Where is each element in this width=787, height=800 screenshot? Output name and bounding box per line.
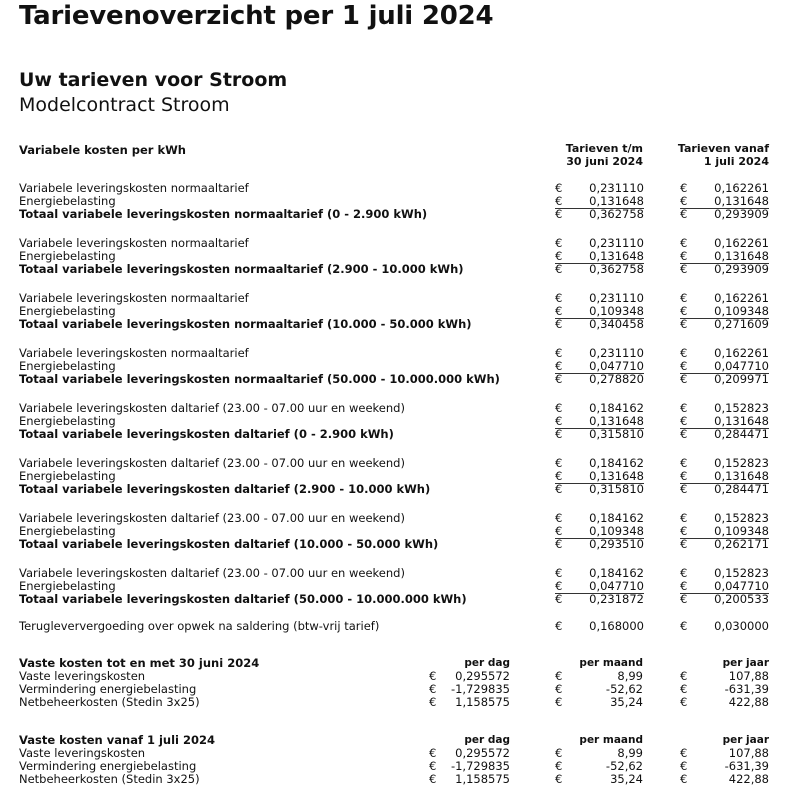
per-day-value	[429, 773, 510, 786]
row-label: Variabele leveringskosten daltarief (23.00 - 07.00 uur en weekend)	[19, 511, 405, 525]
value: 0,047710	[589, 359, 644, 373]
fixed-costs-title: Vaste kosten vanaf 1 juli 2024	[19, 733, 215, 747]
euro-icon: €	[680, 695, 688, 709]
value-until-30-june	[555, 483, 644, 496]
fixed-cost-row	[0, 773, 787, 786]
value: 0,231110	[589, 346, 644, 360]
row-label: Terugleververgoeding over opwek na saldering (btw-vrij tarief)	[19, 619, 380, 633]
row-label: Totaal variabele leveringskosten daltarief (0 - 2.900 kWh)	[19, 427, 394, 441]
column-header-from-1-july	[649, 142, 769, 168]
value: 0,162261	[714, 181, 769, 195]
euro-icon: €	[555, 619, 563, 633]
value: 0,284471	[714, 427, 769, 441]
euro-icon: €	[680, 456, 688, 470]
total-row	[0, 483, 787, 496]
variable-costs-heading: Variabele kosten per kWh	[19, 143, 186, 157]
euro-icon: €	[680, 592, 688, 606]
value: 0,131648	[589, 414, 644, 428]
value-until-30-june	[555, 208, 644, 221]
value: 0,131648	[714, 414, 769, 428]
row-label: Totaal variabele leveringskosten daltarief (10.000 - 50.000 kWh)	[19, 537, 439, 551]
row-label: Totaal variabele leveringskosten normaaltarief (50.000 - 10.000.000 kWh)	[19, 372, 500, 386]
euro-icon: €	[680, 359, 688, 373]
euro-icon: €	[680, 262, 688, 276]
tariff-group	[0, 182, 787, 221]
euro-icon: €	[555, 249, 563, 263]
euro-icon: €	[680, 249, 688, 263]
euro-icon: €	[555, 401, 563, 415]
value-from-1-july	[680, 373, 769, 386]
value: 0,315810	[589, 482, 644, 496]
euro-icon: €	[680, 746, 688, 760]
euro-icon: €	[555, 579, 563, 593]
value: 0,293909	[714, 207, 769, 221]
fixed-cost-row	[0, 696, 787, 709]
euro-icon: €	[680, 669, 688, 683]
euro-icon: €	[429, 759, 437, 773]
row-label: Variabele leveringskosten daltarief (23.00 - 07.00 uur en weekend)	[19, 566, 405, 580]
row-label: Variabele leveringskosten normaaltarief	[19, 236, 249, 250]
value-until-30-june	[555, 620, 644, 633]
euro-icon: €	[429, 746, 437, 760]
row-label: Netbeheerkosten (Stedin 3x25)	[19, 695, 200, 709]
euro-icon: €	[680, 566, 688, 580]
value: 0,231110	[589, 181, 644, 195]
value: 1,158575	[455, 695, 510, 709]
value: 0,362758	[589, 262, 644, 276]
row-label: Vaste leveringskosten	[19, 746, 146, 760]
value-until-30-june	[555, 373, 644, 386]
value: 0,271609	[714, 317, 769, 331]
value: 0,131648	[589, 194, 644, 208]
euro-icon: €	[555, 482, 563, 496]
value-from-1-july	[680, 593, 769, 606]
value: 0,293909	[714, 262, 769, 276]
value-until-30-june	[555, 428, 644, 441]
euro-icon: €	[555, 537, 563, 551]
euro-icon: €	[555, 566, 563, 580]
value: 0,131648	[714, 469, 769, 483]
euro-icon: €	[555, 695, 563, 709]
row-label: Vermindering energiebelasting	[19, 682, 197, 696]
euro-icon: €	[555, 194, 563, 208]
tariff-row	[0, 292, 787, 305]
value: 0,109348	[589, 304, 644, 318]
euro-icon: €	[429, 669, 437, 683]
value: 0,047710	[714, 359, 769, 373]
value: 0,284471	[714, 482, 769, 496]
euro-icon: €	[680, 304, 688, 318]
value: 0,293510	[589, 537, 644, 551]
euro-icon: €	[680, 524, 688, 538]
value-from-1-july	[680, 620, 769, 633]
euro-icon: €	[680, 236, 688, 250]
value: 8,99	[617, 746, 643, 760]
value: 0,295572	[455, 746, 510, 760]
tariff-group	[0, 512, 787, 551]
total-row	[0, 318, 787, 331]
euro-icon: €	[680, 772, 688, 786]
value-until-30-june	[555, 538, 644, 551]
value: 0,262171	[714, 537, 769, 551]
row-label: Energiebelasting	[19, 304, 116, 318]
value: -1,729835	[450, 759, 510, 773]
value: 107,88	[728, 746, 769, 760]
tariff-group	[0, 457, 787, 496]
total-row	[0, 373, 787, 386]
fixed-costs-title: Vaste kosten tot en met 30 juni 2024	[19, 656, 260, 670]
value: -631,39	[724, 759, 769, 773]
total-row	[0, 428, 787, 441]
row-label: Variabele leveringskosten normaaltarief	[19, 181, 249, 195]
value: -52,62	[605, 759, 643, 773]
value: 1,158575	[455, 772, 510, 786]
value: 0,131648	[589, 469, 644, 483]
euro-icon: €	[429, 772, 437, 786]
row-label: Energiebelasting	[19, 524, 116, 538]
value-from-1-july	[680, 208, 769, 221]
value-from-1-july	[680, 538, 769, 551]
row-label: Energiebelasting	[19, 359, 116, 373]
value: 0,340458	[589, 317, 644, 331]
row-label: Energiebelasting	[19, 414, 116, 428]
euro-icon: €	[429, 682, 437, 696]
value-until-30-june	[555, 263, 644, 276]
euro-icon: €	[680, 619, 688, 633]
per-year-value	[680, 696, 769, 709]
value: 0,209971	[714, 372, 769, 386]
tariff-group	[0, 237, 787, 276]
column-header-line: 30 juni 2024	[566, 155, 643, 168]
value: 0,168000	[589, 619, 644, 633]
contract-name: Modelcontract Stroom	[19, 94, 230, 116]
per-month-value	[555, 696, 643, 709]
value: 422,88	[728, 695, 769, 709]
value: 0,162261	[714, 346, 769, 360]
euro-icon: €	[555, 772, 563, 786]
value: 0,231110	[589, 236, 644, 250]
value: 0,047710	[714, 579, 769, 593]
per-month-header: per maand	[579, 657, 643, 669]
euro-icon: €	[680, 469, 688, 483]
value: 0,162261	[714, 236, 769, 250]
euro-icon: €	[680, 537, 688, 551]
euro-icon: €	[555, 414, 563, 428]
feed-in-row	[0, 620, 787, 633]
tariff-row	[0, 402, 787, 415]
value: 35,24	[610, 772, 643, 786]
value: 0,278820	[589, 372, 644, 386]
value-from-1-july	[680, 428, 769, 441]
euro-icon: €	[680, 291, 688, 305]
tariff-row	[0, 512, 787, 525]
euro-icon: €	[555, 511, 563, 525]
value: 0,131648	[714, 194, 769, 208]
euro-icon: €	[555, 759, 563, 773]
euro-icon: €	[555, 291, 563, 305]
value: 0,295572	[455, 669, 510, 683]
row-label: Totaal variabele leveringskosten normaaltarief (10.000 - 50.000 kWh)	[19, 317, 472, 331]
value: 0,152823	[714, 456, 769, 470]
value: 0,231110	[589, 291, 644, 305]
euro-icon: €	[555, 346, 563, 360]
per-year-value	[680, 773, 769, 786]
total-row	[0, 208, 787, 221]
euro-icon: €	[555, 181, 563, 195]
euro-icon: €	[680, 401, 688, 415]
tariff-group	[0, 567, 787, 606]
total-row	[0, 538, 787, 551]
column-header-line: 1 juli 2024	[703, 155, 769, 168]
value: 8,99	[617, 669, 643, 683]
euro-icon: €	[680, 579, 688, 593]
row-label: Totaal variabele leveringskosten daltarief (2.900 - 10.000 kWh)	[19, 482, 431, 496]
value: 0,152823	[714, 401, 769, 415]
row-label: Netbeheerkosten (Stedin 3x25)	[19, 772, 200, 786]
euro-icon: €	[429, 695, 437, 709]
row-label: Variabele leveringskosten normaaltarief	[19, 291, 249, 305]
value: 0,184162	[589, 511, 644, 525]
value-from-1-july	[680, 483, 769, 496]
total-row	[0, 263, 787, 276]
per-day-header: per dag	[464, 734, 510, 746]
value: 0,152823	[714, 566, 769, 580]
per-year-header: per jaar	[722, 734, 769, 746]
row-label: Vaste leveringskosten	[19, 669, 146, 683]
value: 0,184162	[589, 566, 644, 580]
fixed-costs-section	[0, 657, 787, 709]
euro-icon: €	[680, 317, 688, 331]
tariff-row	[0, 347, 787, 360]
euro-icon: €	[555, 469, 563, 483]
euro-icon: €	[555, 207, 563, 221]
euro-icon: €	[555, 236, 563, 250]
value: 0,184162	[589, 456, 644, 470]
euro-icon: €	[680, 372, 688, 386]
value: -52,62	[605, 682, 643, 696]
fixed-costs-section	[0, 734, 787, 786]
column-header-line: Tarieven t/m	[565, 142, 643, 155]
page-title: Tarievenoverzicht per 1 juli 2024	[19, 1, 494, 31]
value: 0,047710	[589, 579, 644, 593]
value: 0,109348	[589, 524, 644, 538]
euro-icon: €	[680, 346, 688, 360]
value: 0,362758	[589, 207, 644, 221]
tariff-row	[0, 182, 787, 195]
value: 0,200533	[714, 592, 769, 606]
euro-icon: €	[555, 304, 563, 318]
euro-icon: €	[555, 359, 563, 373]
value: 0,231872	[589, 592, 644, 606]
value: -631,39	[724, 682, 769, 696]
euro-icon: €	[555, 372, 563, 386]
tariff-row	[0, 237, 787, 250]
row-label: Totaal variabele leveringskosten daltarief (50.000 - 10.000.000 kWh)	[19, 592, 467, 606]
tariff-row	[0, 567, 787, 580]
value: 0,131648	[714, 249, 769, 263]
euro-icon: €	[680, 511, 688, 525]
value: 35,24	[610, 695, 643, 709]
per-day-value	[429, 696, 510, 709]
value: 0,109348	[714, 304, 769, 318]
euro-icon: €	[555, 746, 563, 760]
euro-icon: €	[555, 682, 563, 696]
column-header-until-30-june	[523, 142, 643, 168]
row-label: Vermindering energiebelasting	[19, 759, 197, 773]
value: -1,729835	[450, 682, 510, 696]
value-until-30-june	[555, 318, 644, 331]
value: 0,109348	[714, 524, 769, 538]
per-day-header: per dag	[464, 657, 510, 669]
per-year-header: per jaar	[722, 657, 769, 669]
row-label: Variabele leveringskosten daltarief (23.00 - 07.00 uur en weekend)	[19, 401, 405, 415]
row-label: Totaal variabele leveringskosten normaaltarief (2.900 - 10.000 kWh)	[19, 262, 464, 276]
row-label: Energiebelasting	[19, 249, 116, 263]
euro-icon: €	[555, 427, 563, 441]
value: 0,184162	[589, 401, 644, 415]
euro-icon: €	[680, 427, 688, 441]
euro-icon: €	[680, 207, 688, 221]
euro-icon: €	[555, 317, 563, 331]
row-label: Totaal variabele leveringskosten normaaltarief (0 - 2.900 kWh)	[19, 207, 428, 221]
value: 107,88	[728, 669, 769, 683]
value: 0,131648	[589, 249, 644, 263]
tariff-row	[0, 457, 787, 470]
column-header-line: Tarieven vanaf	[677, 142, 769, 155]
euro-icon: €	[555, 262, 563, 276]
euro-icon: €	[555, 669, 563, 683]
row-label: Variabele leveringskosten normaaltarief	[19, 346, 249, 360]
euro-icon: €	[680, 414, 688, 428]
euro-icon: €	[680, 759, 688, 773]
value: 422,88	[728, 772, 769, 786]
value: 0,152823	[714, 511, 769, 525]
tariff-group	[0, 292, 787, 331]
section-subtitle: Uw tarieven voor Stroom	[19, 69, 288, 91]
euro-icon: €	[680, 682, 688, 696]
euro-icon: €	[680, 194, 688, 208]
euro-icon: €	[680, 181, 688, 195]
euro-icon: €	[555, 524, 563, 538]
value: 0,162261	[714, 291, 769, 305]
euro-icon: €	[680, 482, 688, 496]
row-label: Energiebelasting	[19, 469, 116, 483]
per-month-header: per maand	[579, 734, 643, 746]
euro-icon: €	[555, 456, 563, 470]
value-until-30-june	[555, 593, 644, 606]
value-from-1-july	[680, 263, 769, 276]
euro-icon: €	[555, 592, 563, 606]
row-label: Energiebelasting	[19, 194, 116, 208]
row-label: Energiebelasting	[19, 579, 116, 593]
value: 0,315810	[589, 427, 644, 441]
tariff-group	[0, 347, 787, 386]
value-from-1-july	[680, 318, 769, 331]
value: 0,030000	[714, 619, 769, 633]
tariff-group	[0, 402, 787, 441]
per-month-value	[555, 773, 643, 786]
total-row	[0, 593, 787, 606]
row-label: Variabele leveringskosten daltarief (23.00 - 07.00 uur en weekend)	[19, 456, 405, 470]
